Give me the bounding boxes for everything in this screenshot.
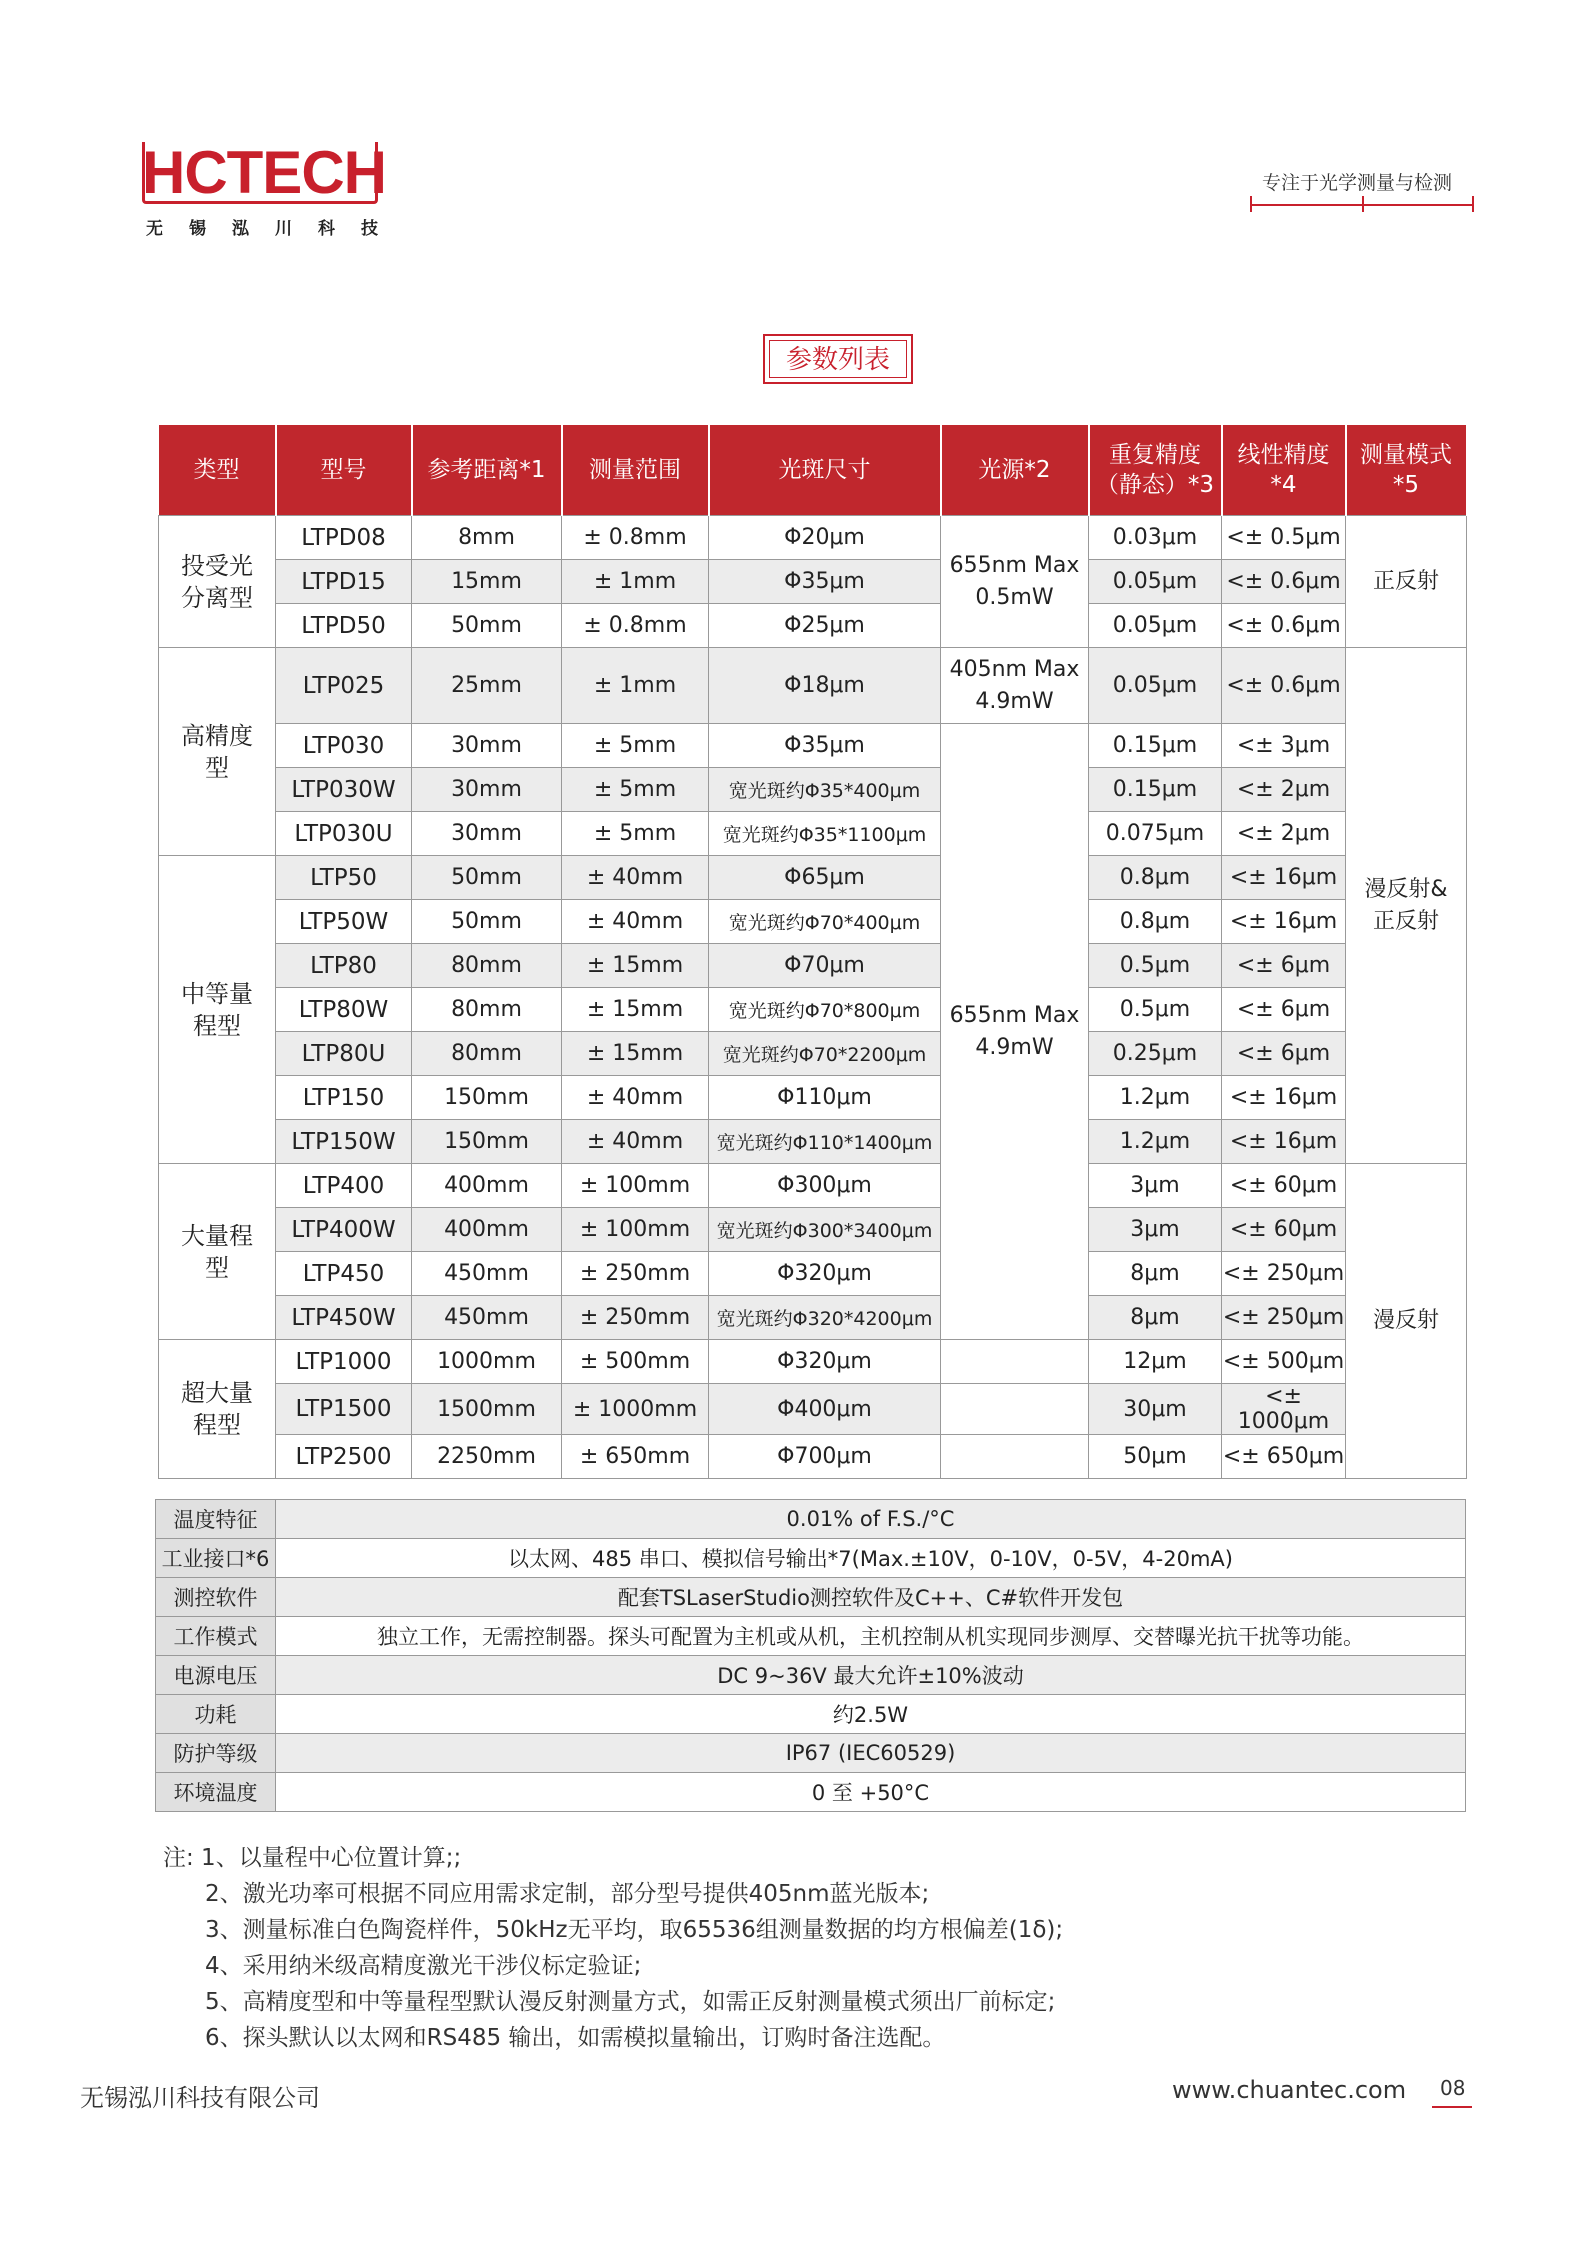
lin-cell: <± 650μm xyxy=(1222,1435,1346,1479)
spot-cell: Φ700μm xyxy=(709,1435,941,1479)
mode-cell: 漫反射 xyxy=(1346,1164,1467,1479)
spec-value: IP67 (IEC60529) xyxy=(276,1734,1466,1773)
model-cell: LTP2500 xyxy=(276,1435,412,1479)
model-cell: LTP030W xyxy=(276,768,412,812)
dist-cell: 80mm xyxy=(412,1032,562,1076)
dist-cell: 150mm xyxy=(412,1076,562,1120)
model-cell: LTP400W xyxy=(276,1208,412,1252)
spec-row xyxy=(156,1773,1466,1812)
note-line: 6、探头默认以太网和RS485 输出，如需模拟量输出，订购时备注选配。 xyxy=(205,2025,946,2051)
rep-cell: 0.05μm xyxy=(1089,560,1222,604)
model-cell: LTP50W xyxy=(276,900,412,944)
dist-cell: 15mm xyxy=(412,560,562,604)
range-cell: ± 5mm xyxy=(562,812,709,856)
lin-cell: <± 0.6μm xyxy=(1222,560,1346,604)
spec-value: DC 9~36V 最大允许±10%波动 xyxy=(276,1656,1466,1695)
header-cell: 光斑尺寸 xyxy=(709,425,941,516)
light-source-cell xyxy=(941,1384,1089,1435)
rep-cell: 3μm xyxy=(1089,1164,1222,1208)
rep-cell: 0.8μm xyxy=(1089,900,1222,944)
header-cell: 测量模式 *5 xyxy=(1346,425,1467,516)
range-cell: ± 100mm xyxy=(562,1164,709,1208)
dist-cell: 80mm xyxy=(412,988,562,1032)
lin-cell: <± 6μm xyxy=(1222,988,1346,1032)
model-cell: LTP030 xyxy=(276,724,412,768)
spec-label: 温度特征 xyxy=(156,1500,276,1539)
rep-cell: 30μm xyxy=(1089,1384,1222,1435)
spec-row xyxy=(156,1500,1466,1539)
rep-cell: 0.25μm xyxy=(1089,1032,1222,1076)
table-row xyxy=(159,648,1467,724)
slogan-tick xyxy=(1250,196,1252,212)
type-cell: 大量程型 xyxy=(159,1164,276,1340)
lin-cell: <± 250μm xyxy=(1222,1296,1346,1340)
dist-cell: 450mm xyxy=(412,1252,562,1296)
rep-cell: 50μm xyxy=(1089,1435,1222,1479)
rep-cell: 3μm xyxy=(1089,1208,1222,1252)
dist-cell: 80mm xyxy=(412,944,562,988)
light-source-cell xyxy=(941,1340,1089,1384)
lin-cell: <± 3μm xyxy=(1222,724,1346,768)
range-cell: ± 15mm xyxy=(562,944,709,988)
spot-cell: Φ320μm xyxy=(709,1340,941,1384)
spot-cell: 宽光斑约Φ110*1400μm xyxy=(709,1120,941,1164)
range-cell: ± 0.8mm xyxy=(562,604,709,648)
header-cell: 类型 xyxy=(159,425,276,516)
range-cell: ± 5mm xyxy=(562,724,709,768)
spec-value: 以太网、485 串口、模拟信号输出*7(Max.±10V，0-10V，0-5V，4-20mA) xyxy=(276,1539,1466,1578)
rep-cell: 8μm xyxy=(1089,1296,1222,1340)
lin-cell: <± 16μm xyxy=(1222,856,1346,900)
table-row xyxy=(159,988,1467,1032)
rep-cell: 8μm xyxy=(1089,1252,1222,1296)
model-cell: LTP80W xyxy=(276,988,412,1032)
lin-cell: <± 250μm xyxy=(1222,1252,1346,1296)
dist-cell: 25mm xyxy=(412,648,562,724)
spec-value: 0 至 +50°C xyxy=(276,1773,1466,1812)
spec-value: 0.01% of F.S./°C xyxy=(276,1500,1466,1539)
dist-cell: 30mm xyxy=(412,724,562,768)
model-cell: LTPD15 xyxy=(276,560,412,604)
dist-cell: 50mm xyxy=(412,900,562,944)
section-title xyxy=(763,334,913,384)
slogan: 专注于光学测量与检测 xyxy=(1262,172,1453,194)
spot-cell: Φ110μm xyxy=(709,1076,941,1120)
header-cell: 光源*2 xyxy=(941,425,1089,516)
model-cell: LTPD08 xyxy=(276,516,412,560)
table-row xyxy=(159,1435,1467,1479)
table-row xyxy=(159,724,1467,768)
lin-cell: <± 60μm xyxy=(1222,1164,1346,1208)
spec-label: 电源电压 xyxy=(156,1656,276,1695)
table-row xyxy=(159,1208,1467,1252)
model-cell: LTP030U xyxy=(276,812,412,856)
range-cell: ± 250mm xyxy=(562,1252,709,1296)
spot-cell: 宽光斑约Φ70*2200μm xyxy=(709,1032,941,1076)
spec-value: 配套TSLaserStudio测控软件及C++、C#软件开发包 xyxy=(276,1578,1466,1617)
dist-cell: 2250mm xyxy=(412,1435,562,1479)
spec-label: 工作模式 xyxy=(156,1617,276,1656)
lin-cell: <± 60μm xyxy=(1222,1208,1346,1252)
logo-subtitle: 无锡泓川科技 xyxy=(146,219,404,239)
range-cell: ± 40mm xyxy=(562,1120,709,1164)
model-cell: LTP450W xyxy=(276,1296,412,1340)
table-row xyxy=(159,1032,1467,1076)
rep-cell: 0.5μm xyxy=(1089,988,1222,1032)
spot-cell: Φ25μm xyxy=(709,604,941,648)
range-cell: ± 15mm xyxy=(562,1032,709,1076)
slogan-tick xyxy=(1362,196,1364,212)
note-line: 3、测量标准白色陶瓷样件，50kHz无平均，取65536组测量数据的均方根偏差(1δ); xyxy=(205,1917,1064,1943)
model-cell: LTP80 xyxy=(276,944,412,988)
light-source-cell: 655nm Max 4.9mW xyxy=(941,724,1089,1340)
spec-value: 独立工作，无需控制器。探头可配置为主机或从机，主机控制从机实现同步测厚、交替曝光抗干扰等功能。 xyxy=(276,1617,1466,1656)
lin-cell: <± 2μm xyxy=(1222,812,1346,856)
note-line: 4、采用纳米级高精度激光干涉仪标定验证; xyxy=(205,1953,642,1979)
lin-cell: <± 1000μm xyxy=(1222,1384,1346,1435)
header-cell: 测量范围 xyxy=(562,425,709,516)
spot-cell: 宽光斑约Φ300*3400μm xyxy=(709,1208,941,1252)
rep-cell: 1.2μm xyxy=(1089,1076,1222,1120)
spot-cell: 宽光斑约Φ70*400μm xyxy=(709,900,941,944)
spec-row xyxy=(156,1656,1466,1695)
slogan-tick xyxy=(1472,196,1474,212)
table-row xyxy=(159,944,1467,988)
dist-cell: 450mm xyxy=(412,1296,562,1340)
dist-cell: 1000mm xyxy=(412,1340,562,1384)
spot-cell: 宽光斑约Φ35*400μm xyxy=(709,768,941,812)
spec-row xyxy=(156,1695,1466,1734)
model-cell: LTPD50 xyxy=(276,604,412,648)
dist-cell: 30mm xyxy=(412,812,562,856)
note-line: 注: 1、以量程中心位置计算;; xyxy=(163,1845,462,1871)
header-cell: 线性精度 *4 xyxy=(1222,425,1346,516)
range-cell: ± 250mm xyxy=(562,1296,709,1340)
dist-cell: 400mm xyxy=(412,1164,562,1208)
spec-row xyxy=(156,1734,1466,1773)
light-source-cell: 655nm Max 0.5mW xyxy=(941,516,1089,648)
spot-cell: Φ35μm xyxy=(709,560,941,604)
spot-cell: Φ65μm xyxy=(709,856,941,900)
table-row xyxy=(159,856,1467,900)
table-row xyxy=(159,604,1467,648)
range-cell: ± 40mm xyxy=(562,900,709,944)
brand-logo xyxy=(142,139,404,239)
spec-table xyxy=(155,1499,1466,1812)
table-header-row xyxy=(159,425,1467,516)
range-cell: ± 1mm xyxy=(562,560,709,604)
lin-cell: <± 6μm xyxy=(1222,944,1346,988)
light-source-cell: 405nm Max 4.9mW xyxy=(941,648,1089,724)
model-cell: LTP1500 xyxy=(276,1384,412,1435)
spec-label: 测控软件 xyxy=(156,1578,276,1617)
dist-cell: 1500mm xyxy=(412,1384,562,1435)
model-cell: LTP1000 xyxy=(276,1340,412,1384)
section-title-text: 参数列表 xyxy=(769,340,907,378)
parameter-table xyxy=(158,425,1468,1479)
rep-cell: 0.05μm xyxy=(1089,648,1222,724)
rep-cell: 0.5μm xyxy=(1089,944,1222,988)
spec-label: 环境温度 xyxy=(156,1773,276,1812)
model-cell: LTP80U xyxy=(276,1032,412,1076)
type-cell: 投受光分离型 xyxy=(159,516,276,648)
rep-cell: 0.075μm xyxy=(1089,812,1222,856)
spec-label: 防护等级 xyxy=(156,1734,276,1773)
range-cell: ± 500mm xyxy=(562,1340,709,1384)
table-row xyxy=(159,1296,1467,1340)
note-line: 2、激光功率可根据不同应用需求定制，部分型号提供405nm蓝光版本; xyxy=(205,1881,930,1907)
lin-cell: <± 16μm xyxy=(1222,1076,1346,1120)
header-cell: 重复精度（静态）*3 xyxy=(1089,425,1222,516)
header-cell: 参考距离*1 xyxy=(412,425,562,516)
header-cell: 型号 xyxy=(276,425,412,516)
dist-cell: 50mm xyxy=(412,856,562,900)
range-cell: ± 5mm xyxy=(562,768,709,812)
rep-cell: 0.03μm xyxy=(1089,516,1222,560)
type-cell: 中等量程型 xyxy=(159,856,276,1164)
model-cell: LTP150 xyxy=(276,1076,412,1120)
type-cell: 超大量程型 xyxy=(159,1340,276,1479)
footer-company: 无锡泓川科技有限公司 xyxy=(80,2084,320,2112)
range-cell: ± 0.8mm xyxy=(562,516,709,560)
model-cell: LTP50 xyxy=(276,856,412,900)
spot-cell: Φ35μm xyxy=(709,724,941,768)
table-row xyxy=(159,1120,1467,1164)
range-cell: ± 15mm xyxy=(562,988,709,1032)
dist-cell: 400mm xyxy=(412,1208,562,1252)
lin-cell: <± 0.6μm xyxy=(1222,648,1346,724)
model-cell: LTP025 xyxy=(276,648,412,724)
lin-cell: <± 6μm xyxy=(1222,1032,1346,1076)
table-row xyxy=(159,1384,1467,1435)
range-cell: ± 1mm xyxy=(562,648,709,724)
spot-cell: Φ320μm xyxy=(709,1252,941,1296)
spot-cell: 宽光斑约Φ320*4200μm xyxy=(709,1296,941,1340)
spot-cell: Φ300μm xyxy=(709,1164,941,1208)
rep-cell: 0.15μm xyxy=(1089,768,1222,812)
table-row xyxy=(159,1340,1467,1384)
spot-cell: 宽光斑约Φ35*1100μm xyxy=(709,812,941,856)
range-cell: ± 40mm xyxy=(562,856,709,900)
rep-cell: 1.2μm xyxy=(1089,1120,1222,1164)
logo-text: HCTECH xyxy=(142,139,386,206)
spot-cell: 宽光斑约Φ70*800μm xyxy=(709,988,941,1032)
lin-cell: <± 16μm xyxy=(1222,1120,1346,1164)
spot-cell: Φ18μm xyxy=(709,648,941,724)
lin-cell: <± 0.6μm xyxy=(1222,604,1346,648)
spec-label: 工业接口*6 xyxy=(156,1539,276,1578)
spot-cell: Φ20μm xyxy=(709,516,941,560)
lin-cell: <± 2μm xyxy=(1222,768,1346,812)
spot-cell: Φ70μm xyxy=(709,944,941,988)
page-number: 08 xyxy=(1440,2076,1466,2100)
range-cell: ± 40mm xyxy=(562,1076,709,1120)
range-cell: ± 100mm xyxy=(562,1208,709,1252)
rep-cell: 0.05μm xyxy=(1089,604,1222,648)
table-row xyxy=(159,560,1467,604)
spec-value: 约2.5W xyxy=(276,1695,1466,1734)
dist-cell: 150mm xyxy=(412,1120,562,1164)
notes xyxy=(163,1840,1063,2056)
model-cell: LTP150W xyxy=(276,1120,412,1164)
table-row xyxy=(159,1164,1467,1208)
dist-cell: 30mm xyxy=(412,768,562,812)
type-cell: 高精度型 xyxy=(159,648,276,856)
table-row xyxy=(159,768,1467,812)
dist-cell: 8mm xyxy=(412,516,562,560)
range-cell: ± 650mm xyxy=(562,1435,709,1479)
spec-row xyxy=(156,1578,1466,1617)
table-row xyxy=(159,900,1467,944)
range-cell: ± 1000mm xyxy=(562,1384,709,1435)
lin-cell: <± 0.5μm xyxy=(1222,516,1346,560)
mode-cell: 漫反射& 正反射 xyxy=(1346,648,1467,1164)
model-cell: LTP400 xyxy=(276,1164,412,1208)
lin-cell: <± 16μm xyxy=(1222,900,1346,944)
mode-cell: 正反射 xyxy=(1346,516,1467,648)
model-cell: LTP450 xyxy=(276,1252,412,1296)
table-row xyxy=(159,1252,1467,1296)
spec-row xyxy=(156,1539,1466,1578)
light-source-cell xyxy=(941,1435,1089,1479)
rep-cell: 0.8μm xyxy=(1089,856,1222,900)
rep-cell: 0.15μm xyxy=(1089,724,1222,768)
lin-cell: <± 500μm xyxy=(1222,1340,1346,1384)
table-row xyxy=(159,1076,1467,1120)
footer-url: www.chuantec.com xyxy=(1172,2076,1407,2104)
table-row xyxy=(159,812,1467,856)
rep-cell: 12μm xyxy=(1089,1340,1222,1384)
page-underline xyxy=(1432,2106,1472,2108)
note-line: 5、高精度型和中等量程型默认漫反射测量方式，如需正反射测量模式须出厂前标定; xyxy=(205,1989,1056,2015)
spec-label: 功耗 xyxy=(156,1695,276,1734)
spec-row xyxy=(156,1617,1466,1656)
table-row xyxy=(159,516,1467,560)
spot-cell: Φ400μm xyxy=(709,1384,941,1435)
dist-cell: 50mm xyxy=(412,604,562,648)
